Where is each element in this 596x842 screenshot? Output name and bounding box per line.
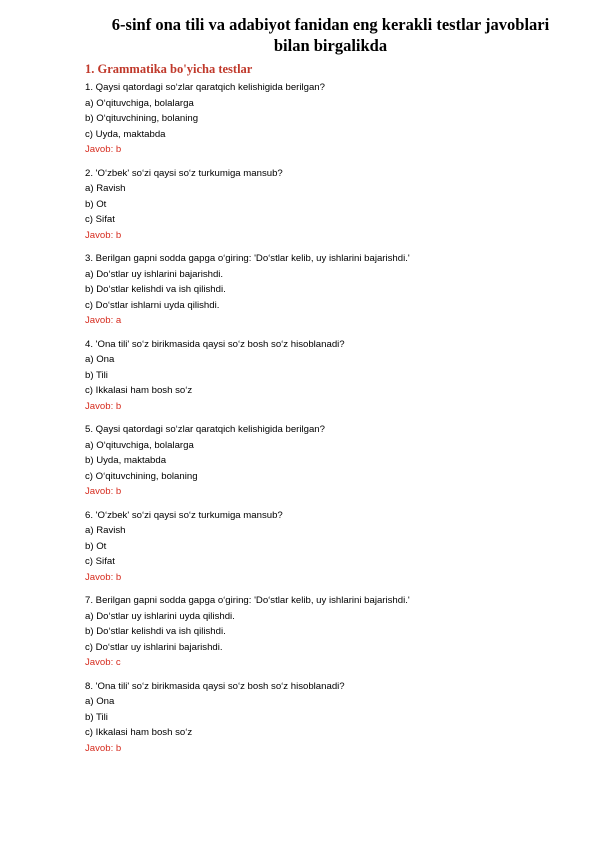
option-c: c) O‘qituvchining, bolaning bbox=[85, 470, 198, 482]
question-item bbox=[85, 679, 556, 757]
option-a: a) Ona bbox=[85, 696, 115, 707]
question-text: 2. 'O‘zbek' so‘zi qaysi so‘z turkumiga mansub? bbox=[85, 167, 283, 179]
question-text: 1. Qaysi qatordagi so‘zlar qaratqich kelishigida berilgan? bbox=[85, 82, 325, 93]
option-b: b) Tili bbox=[85, 369, 108, 381]
option-a: a) Ravish bbox=[85, 525, 126, 536]
question-item bbox=[85, 80, 556, 158]
question-item bbox=[85, 166, 556, 244]
option-b: b) Ot bbox=[85, 198, 107, 210]
answer-label: Javob: a bbox=[85, 315, 122, 326]
question-list bbox=[85, 80, 556, 756]
option-c: c) Do‘stlar uy ishlarini bajarishdi. bbox=[85, 641, 223, 653]
option-a: a) O‘qituvchiga, bolalarga bbox=[85, 97, 194, 109]
option-c: c) Ikkalasi ham bosh so‘z bbox=[85, 727, 193, 738]
option-b: b) Do‘stlar kelishdi va ish qilishdi. bbox=[85, 626, 226, 637]
answer-label: Javob: b bbox=[85, 486, 122, 497]
title-line-1: 6-sinf ona tili va adabiyot fanidan eng kerakli testlar javoblari bbox=[111, 15, 550, 34]
section-heading: 1. Grammatika bo'yicha testlar bbox=[85, 62, 253, 76]
option-c: c) Ikkalasi ham bosh so‘z bbox=[85, 385, 193, 396]
option-c: c) Do‘stlar ishlarni uyda qilishdi. bbox=[85, 299, 220, 311]
option-a: a) Ona bbox=[85, 354, 115, 365]
option-a: a) Ravish bbox=[85, 183, 126, 194]
option-c: c) Uyda, maktabda bbox=[85, 128, 166, 140]
question-text: 7. Berilgan gapni sodda gapga o‘giring: 'Do‘stlar kelib, uy ishlarini bajarishdi.' bbox=[85, 595, 410, 606]
option-b: b) Ot bbox=[85, 540, 107, 552]
option-c: c) Sifat bbox=[85, 556, 115, 567]
answer-label: Javob: b bbox=[85, 571, 122, 583]
option-c: c) Sifat bbox=[85, 214, 115, 225]
option-b: b) Do‘stlar kelishdi va ish qilishdi. bbox=[85, 284, 226, 295]
question-text: 5. Qaysi qatordagi so‘zlar qaratqich kelishigida berilgan? bbox=[85, 424, 325, 435]
question-item bbox=[85, 337, 556, 415]
question-text: 3. Berilgan gapni sodda gapga o‘giring: 'Do‘stlar kelib, uy ishlarini bajarishdi.' bbox=[85, 253, 410, 264]
question-item bbox=[85, 508, 556, 586]
title-line-2: bilan birgalikda bbox=[273, 36, 388, 55]
question-item bbox=[85, 593, 556, 671]
option-a: a) O‘qituvchiga, bolalarga bbox=[85, 439, 194, 451]
answer-label: Javob: b bbox=[85, 229, 122, 241]
option-b: b) Tili bbox=[85, 711, 108, 723]
option-a: a) Do‘stlar uy ishlarini bajarishdi. bbox=[85, 268, 224, 280]
question-item bbox=[85, 251, 556, 329]
answer-label: Javob: c bbox=[85, 657, 121, 668]
answer-label: Javob: b bbox=[85, 742, 122, 754]
page-title bbox=[85, 14, 556, 56]
question-text: 8. 'Ona tili' so‘z birikmasida qaysi so‘z bosh so‘z hisoblanadi? bbox=[85, 680, 345, 692]
option-b: b) Uyda, maktabda bbox=[85, 455, 167, 466]
question-item bbox=[85, 422, 556, 500]
answer-label: Javob: b bbox=[85, 400, 122, 412]
question-text: 6. 'O‘zbek' so‘zi qaysi so‘z turkumiga mansub? bbox=[85, 509, 283, 521]
question-text: 4. 'Ona tili' so‘z birikmasida qaysi so‘z bosh so‘z hisoblanadi? bbox=[85, 338, 345, 350]
option-b: b) O‘qituvchining, bolaning bbox=[85, 113, 199, 124]
option-a: a) Do‘stlar uy ishlarini uyda qilishdi. bbox=[85, 610, 235, 622]
answer-label: Javob: b bbox=[85, 144, 122, 155]
